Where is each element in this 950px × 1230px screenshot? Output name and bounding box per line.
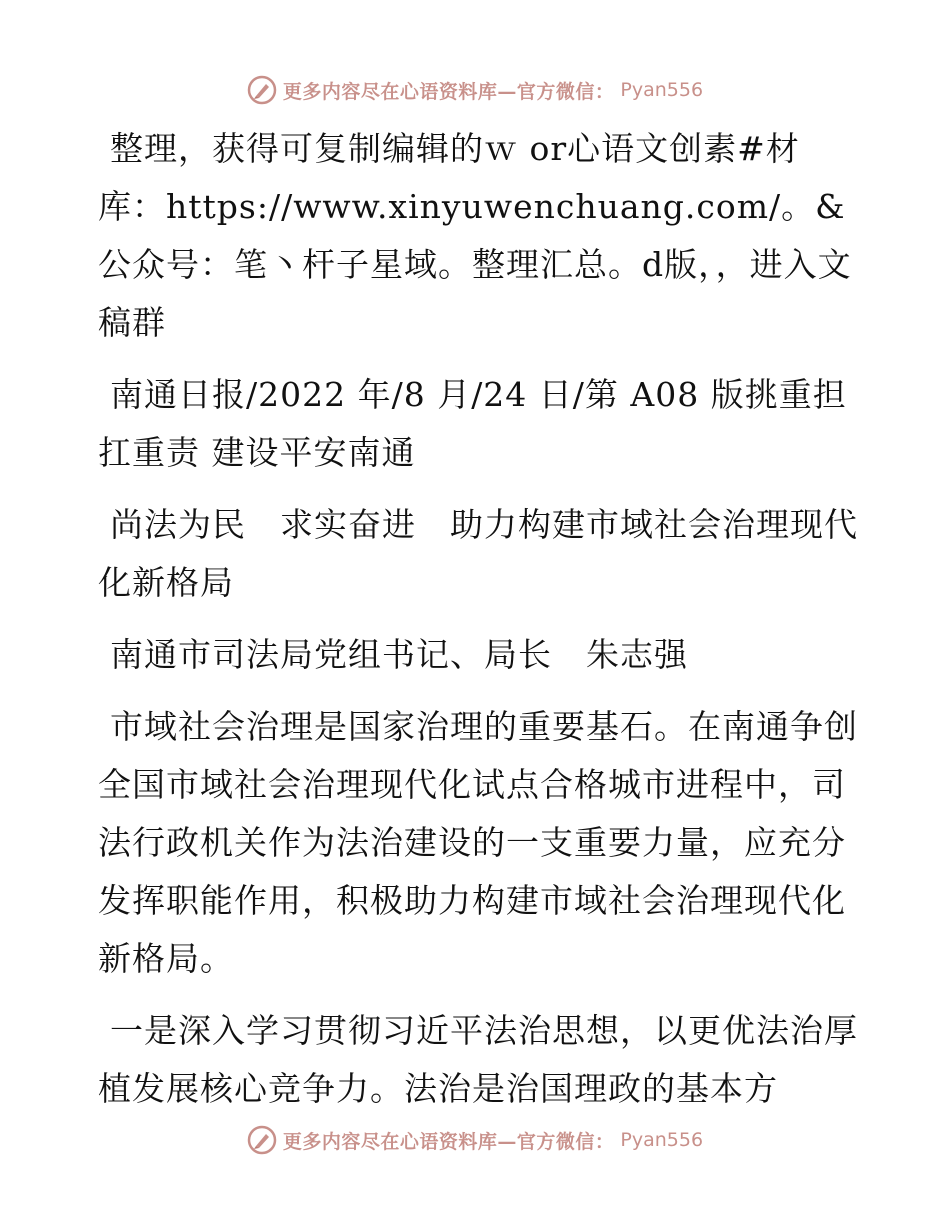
article-title: 尚法为民 求实奋进 助力构建市域社会治理现代化新格局 — [98, 505, 858, 602]
intro-paragraph: 整理，获得可复制编辑的ｗ or心语文创素#材库：https://www.xinyuwenchuang.com/。&公众号：笔丶杆子星域。整理汇总。d版，，进入文稿群 — [98, 129, 852, 342]
body-paragraph-2: 一是深入学习贯彻习近平法治思想，以更优法治厚植发展核心竞争力。法治是治国理政的基本方 — [98, 1011, 858, 1108]
pen-logo-icon — [247, 75, 277, 105]
header-wechat-id: Pyan556 — [620, 79, 704, 101]
footer-wechat-id: Pyan556 — [620, 1129, 704, 1151]
author-line: 南通市司法局党组书记、局长 朱志强 — [110, 635, 688, 674]
body-paragraph-1: 市域社会治理是国家治理的重要基石。在南通争创全国市域社会治理现代化试点合格城市进程中，司法行政机关作为法治建设的一支重要力量，应充分发挥职能作用，积极助力构建市域社会治理现代化新格局。 — [98, 707, 858, 978]
header-banner-text: 更多内容尽在心语资料库—官方微信： — [282, 80, 615, 103]
footer-banner-text: 更多内容尽在心语资料库—官方微信： — [282, 1130, 615, 1153]
source-line: 南通日报/2022 年/8 月/24 日/第 A08 版挑重担扛重责 建设平安南通 — [98, 375, 847, 472]
footer-banner — [0, 1120, 950, 1160]
pen-logo-icon — [247, 1125, 277, 1155]
document-body — [98, 120, 858, 1132]
header-banner — [0, 70, 950, 110]
